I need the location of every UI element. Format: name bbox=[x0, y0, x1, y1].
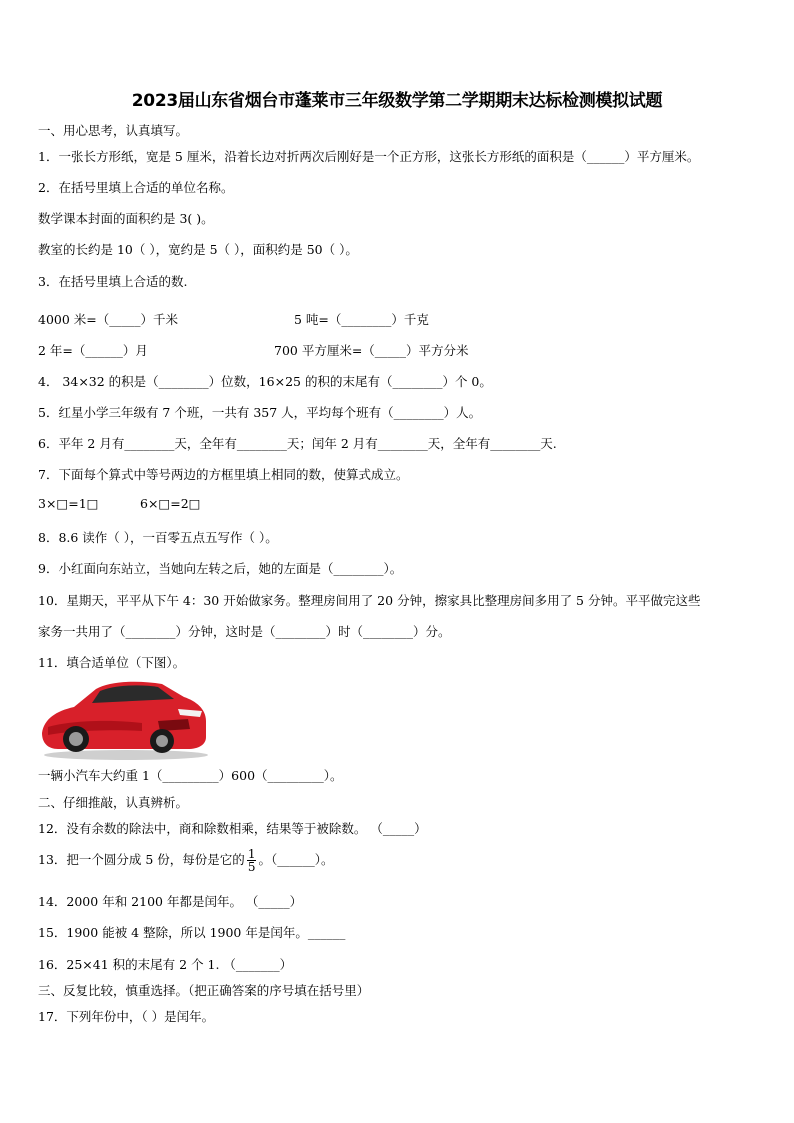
question-3a: 4000 米=（_____）千米 bbox=[38, 312, 179, 327]
section-2-heading: 二、仔细推敲，认真辨析。 bbox=[38, 795, 189, 810]
question-2a: 数学课本封面的面积约是 3( )。 bbox=[38, 211, 214, 226]
question-11: 11．填合适单位（下图）。 bbox=[38, 655, 186, 670]
fraction-one-fifth bbox=[247, 848, 257, 873]
fraction-numerator: 1 bbox=[247, 847, 256, 861]
section-3-heading: 三、反复比较，慎重选择。（把正确答案的序号填在括号里） bbox=[38, 983, 370, 998]
question-13 bbox=[38, 848, 333, 873]
fraction-denominator: 5 bbox=[247, 860, 256, 874]
question-2: 2．在括号里填上合适的单位名称。 bbox=[38, 180, 234, 195]
question-2b: 教室的长约是 10（ ），宽约是 5（ ），面积约是 50（ ）。 bbox=[38, 242, 358, 257]
question-17: 17．下列年份中，（ ）是闰年。 bbox=[38, 1009, 215, 1024]
question-13-text: 13．把一个圆分成 5 份，每份是它的 bbox=[38, 852, 245, 867]
question-9: 9．小红面向东站立，当她向左转之后，她的左面是（________）。 bbox=[38, 561, 403, 576]
question-15: 15．1900 能被 4 整除，所以 1900 年是闰年。______ bbox=[38, 925, 346, 940]
question-10-line1: 10．星期天，平平从下午 4：30 开始做家务。整理房间用了 20 分钟，擦家具比整理房间多用了 5 分钟。平平做完这些 bbox=[38, 593, 701, 608]
question-10-line2: 家务一共用了（________）分钟，这时是（________）时（________）分。 bbox=[38, 624, 451, 639]
question-6: 6．平年 2 月有________天，全年有________天；闰年 2 月有________天，全年有________天. bbox=[38, 436, 557, 451]
question-5: 5．红星小学三年级有 7 个班，一共有 357 人，平均每个班有（________）人。 bbox=[38, 405, 482, 420]
question-11a: 一辆小汽车大约重 1（_________）600（_________）。 bbox=[38, 768, 343, 783]
question-7b: 6×□=2□ bbox=[140, 496, 201, 511]
question-7a: 3×□=1□ bbox=[38, 496, 99, 511]
question-16: 16．25×41 积的末尾有 2 个 1. （_______） bbox=[38, 957, 293, 972]
question-14: 14．2000 年和 2100 年都是闰年。 （_____） bbox=[38, 894, 303, 909]
question-4: 4． 34×32 的积是（________）位数，16×25 的积的末尾有（________）个 0。 bbox=[38, 374, 492, 389]
exam-title: 2023届山东省烟台市蓬莱市三年级数学第二学期期末达标检测模拟试题 bbox=[131, 91, 663, 111]
red-car-image bbox=[38, 675, 210, 761]
question-3c: 2 年=（______）月 bbox=[38, 343, 148, 358]
question-3b: 5 吨=（________）千克 bbox=[294, 312, 429, 327]
question-13-blank: 。（______）。 bbox=[258, 852, 334, 867]
question-3d: 700 平方厘米=（_____）平方分米 bbox=[274, 343, 469, 358]
question-8: 8．8.6 读作（ ），一百零五点五写作（ ）。 bbox=[38, 530, 278, 545]
question-3: 3．在括号里填上合适的数. bbox=[38, 274, 188, 289]
question-7: 7．下面每个算式中等号两边的方框里填上相同的数，使算式成立。 bbox=[38, 467, 409, 482]
question-12: 12．没有余数的除法中，商和除数相乘，结果等于被除数。 （_____） bbox=[38, 821, 427, 836]
section-1-heading: 一、用心思考，认真填写。 bbox=[38, 123, 189, 138]
question-1: 1．一张长方形纸，宽是 5 厘米，沿着长边对折两次后刚好是一个正方形，这张长方形纸的面积是（______）平方厘米。 bbox=[38, 149, 700, 164]
